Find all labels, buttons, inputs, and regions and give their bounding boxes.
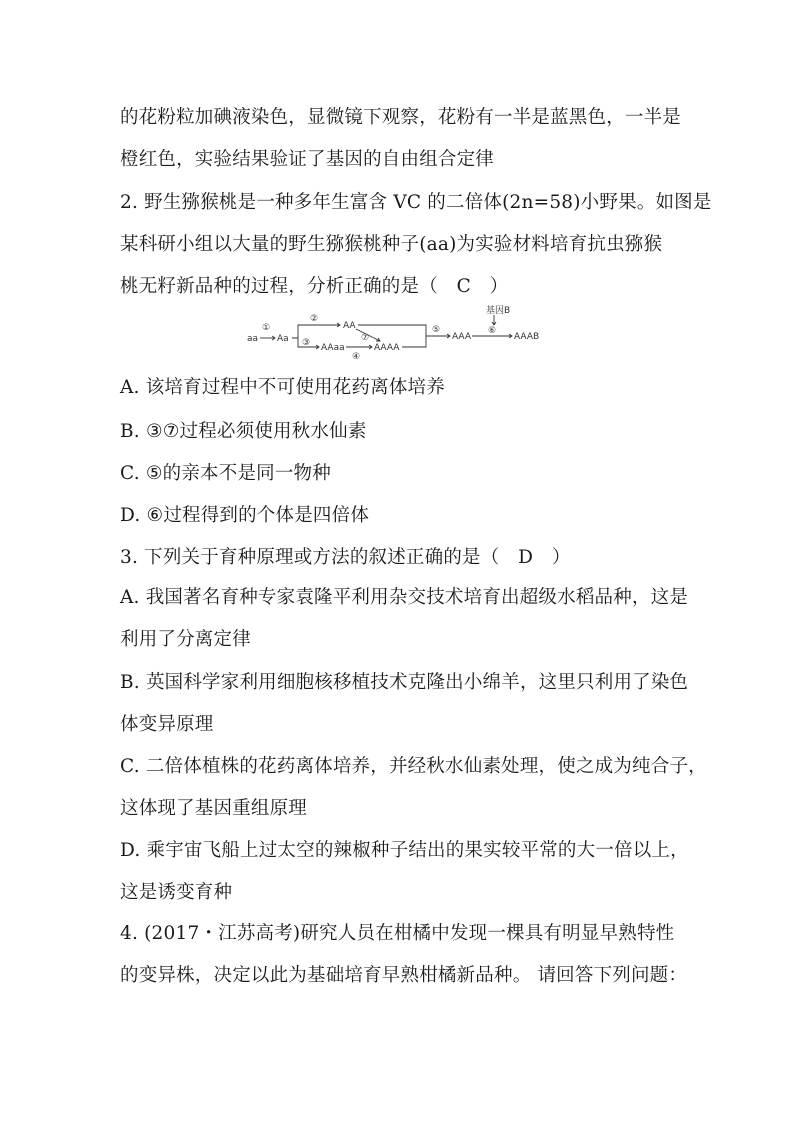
- node-AAAA: AAAA: [374, 343, 400, 353]
- text-line: 利用了分离定律: [120, 629, 251, 650]
- step-1: ①: [262, 323, 271, 333]
- question-4-line: 4. (2017・江苏高考)研究人员在柑橘中发现一棵具有明显早熟特性: [120, 923, 675, 944]
- question-2-line: 2. 野生猕猴桃是一种多年生富含 VC 的二倍体(2n=58)小野果。如图是: [120, 192, 712, 213]
- option-3c: C. 二倍体植株的花药离体培养，并经秋水仙素处理，使之成为纯合子，: [120, 756, 707, 777]
- text-line: 橙红色，实验结果验证了基因的自由组合定律: [120, 149, 495, 170]
- text-line: 的花粉粒加碘液染色，显微镜下观察，花粉有一半是蓝黑色，一半是: [120, 107, 682, 128]
- option-3a: A. 我国著名育种专家袁隆平利用杂交技术培育出超级水稻品种，这是: [120, 587, 689, 608]
- question-3-line: 3. 下列关于育种原理或方法的叙述正确的是（ D ）: [120, 547, 571, 568]
- step-6: ⑥: [488, 326, 497, 336]
- step-4: ④: [352, 352, 361, 362]
- text-line: 某科研小组以大量的野生猕猴桃种子(aa)为实验材料培育抗虫猕猴: [120, 234, 663, 255]
- node-AA: AA: [343, 321, 356, 331]
- step-5: ⑤: [432, 325, 441, 335]
- option-2d: D. ⑥过程得到的个体是四倍体: [120, 505, 370, 526]
- node-AAA: AAA: [452, 332, 471, 342]
- step-7: ⑦: [361, 333, 370, 343]
- node-AAAB: AAAB: [514, 332, 540, 342]
- option-3d: D. 乘宇宙飞船上过太空的辣椒种子结出的果实较平常的大一倍以上，: [120, 840, 689, 861]
- gene-b-label: 基因B: [486, 306, 511, 316]
- breeding-process-diagram: [240, 303, 550, 363]
- text-line: 的变异株，决定以此为基础培育早熟柑橘新品种。 请回答下列问题：: [120, 965, 688, 986]
- node-AAaa: AAaa: [321, 343, 345, 353]
- option-2b: B. ③⑦过程必须使用秋水仙素: [120, 421, 367, 442]
- node-Aa: Aa: [277, 334, 289, 344]
- node-aa: aa: [247, 334, 259, 344]
- step-3: ③: [302, 338, 311, 348]
- text-line: 这体现了基因重组原理: [120, 798, 308, 819]
- option-3b: B. 英国科学家利用细胞核移植技术克隆出小绵羊，这里只利用了染色: [120, 672, 689, 693]
- arrow-2: [292, 325, 340, 338]
- option-2a: A. 该培育过程中不可使用花药离体培养: [120, 377, 445, 398]
- option-2c: C. ⑤的亲本不是同一物种: [120, 463, 331, 484]
- text-line: 体变异原理: [120, 714, 214, 735]
- text-line: 这是诱变育种: [120, 882, 233, 903]
- step-2: ②: [310, 314, 319, 324]
- text-line: 桃无籽新品种的过程，分析正确的是（ C ）: [120, 276, 509, 297]
